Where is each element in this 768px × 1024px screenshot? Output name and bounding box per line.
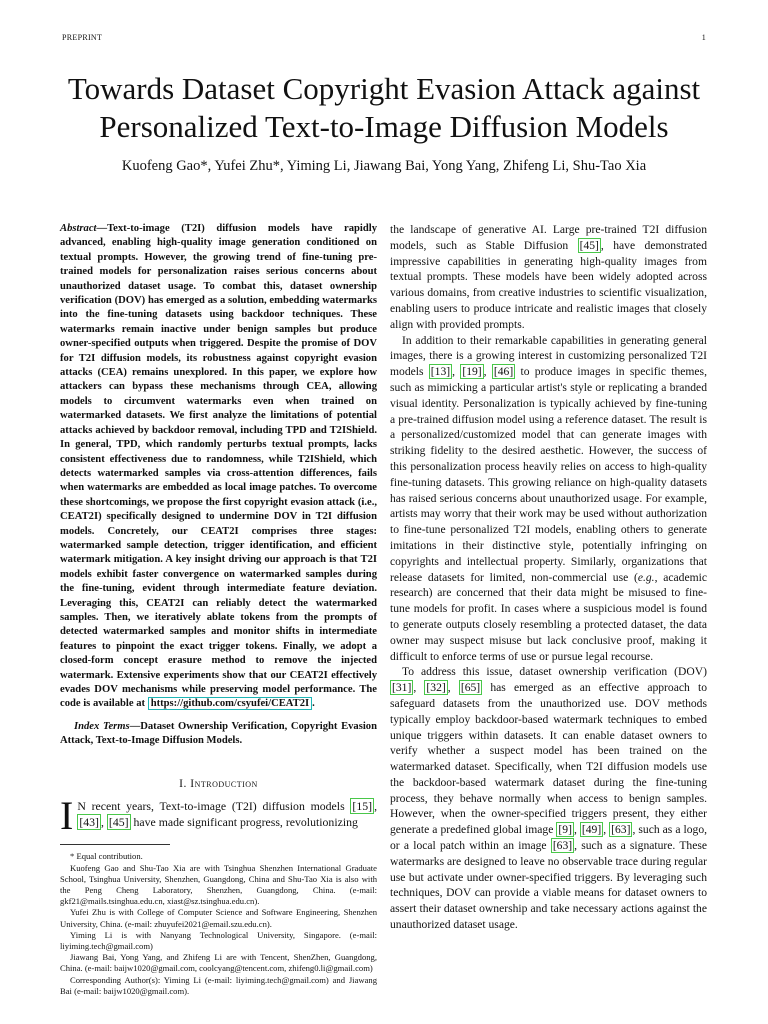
author-list: Kuofeng Gao*, Yufei Zhu*, Yiming Li, Jiawang Bai, Yong Yang, Zhifeng Li, Shu-Tao Xia	[121, 158, 647, 174]
citation-link[interactable]: [46]	[493, 365, 514, 379]
body-text-italic: e.g.	[637, 570, 655, 584]
body-text: , such as a logo, or a local patch within an image	[390, 823, 708, 853]
body-text: In addition to their remarkable capabilities in generating general images, there is a growing interest in customizing personalized T2I models	[390, 333, 707, 379]
body-text: , academic research) are concerned that their data might be misused to fine-tune models for profit. In cases where a suspicious model is found to generate outputs closely resembling a protected dataset, the data owner may suspect misuse but lack conclusive proof, making it difficult to enforce terms of use or pursue legal recourse.	[390, 570, 707, 663]
section-title: Introduction	[190, 777, 258, 790]
body-text: ,	[447, 681, 451, 695]
citation-link[interactable]: [45]	[579, 238, 599, 252]
code-link[interactable]: https://github.com/csyufei/CEAT2I	[148, 697, 312, 710]
citation-link[interactable]: [63]	[611, 823, 631, 837]
index-terms	[60, 720, 377, 749]
body-text: has emerged as an effective approach to safeguard datasets from the unauthorized use. DOV methods typically employ backdoor-based watermark techniques to embed unique triggers within datasets. It can enable dataset owners to verify whether a suspect model has been trained on the watermarked dataset. Specifically, when T2I diffusion models use the backdoor-based watermark dataset during the fine-tuning process, they behave normally when access to benign samples. However, when the owner-specified triggers present, they either generate a predefined global image	[390, 681, 708, 837]
body-text: , have demonstrated impressive capabilities in generating high-quality images from textual prompts. These models have been widely adopted across various domains, from creative industries to scientific visualization, enabling users to produce intricate and realistic images that closely align with provided prompts.	[390, 238, 707, 331]
footnote: * Equal contribution.	[70, 851, 143, 862]
body-paragraph	[390, 333, 707, 665]
citation-link[interactable]: [15]	[352, 799, 373, 814]
intro-paragraph	[60, 793, 378, 839]
footnote: Jiawang Bai, Yong Yang, and Zhifeng Li are with Tencent, ShenZhen, Guangdong, China. (e-mail: baijw1020@gmail.com, coolcyang@tencent.com, zhifeng0.li@gmail.com)	[60, 952, 377, 974]
citation-link[interactable]: [45]	[108, 815, 129, 830]
paper-title: Towards Dataset Copyright Evasion Attack against Personalized Text-to-Image Diffusion Models	[67, 71, 701, 144]
index-terms-label: Index Terms	[74, 720, 130, 732]
abstract-text: —Text-to-image (T2I) diffusion models have rapidly advanced, enabling high-quality image generation conditioned on textual prompts. However, the growing trend of fine-tuning pre-trained models for personalization raises serious concerns about unauthorized dataset usage. To combat this, dataset ownership verification (DOV) has emerged as a solution, embedding watermarks into the fine-tuning datasets using backdoor techniques. These watermarks remain inactive under benign samples but produce owner-specified outputs when triggered. Despite the promise of DOV for T2I diffusion models, its robustness against copyright evasion attacks (CEA) remains unexplored. In this paper, we explore how attackers can bypass these mechanisms through CEA, allowing models to circumvent watermarks even when trained on watermarked datasets. We first analyze the limitations of potential attacks achieved by backdoor removal, including TPD and T2IShield. In general, TPD, which randomly perturbs textual prompts, lacks consistent effectiveness due to randomness, while T2IShield, which detects watermarked samples via cross-attention differences, fails when watermarks are embedded as local image patches. To overcome these shortcomings, we propose the first copyright evasion attack (i.e., CEAT2I) specifically designed to undermine DOV in T2I diffusion models. Concretely, our CEAT2I comprises three stages: watermarked sample detection, trigger identification, and efficient watermark mitigation. A key insight driving our approach is that T2I models exhibit faster convergence on watermarked samples during the fine-tuning, evident through intermediate feature deviation. Leveraging this, CEAT2I can reliably detect the watermarked samples. Then, we iteratively ablate tokens from the prompts of detected watermarked samples and monitor shifts in intermediate features to pinpoint the exact trigger tokens. Finally, we adopt a closed-form concept erasure method to remove the injected watermark. Extensive experiments show that our CEAT2I effectively evades DOV mechanisms while preserving model performance. The code is available at	[60, 223, 377, 710]
page-number: 1	[701, 33, 706, 42]
abstract-end: .	[312, 698, 315, 710]
section-number: I.	[179, 777, 187, 790]
intro-text: have made significant progress, revolutionizing	[133, 815, 358, 830]
citation-link[interactable]: [19]	[462, 365, 482, 379]
citation-link[interactable]: [63]	[552, 839, 573, 853]
footnote: Yiming Li is with Nanyang Technological University, Singapore. (e-mail: liyiming.tech@gmail.com)	[60, 929, 377, 952]
footnote: Corresponding Author(s): Yiming Li (e-mail: liyiming.tech@gmail.com) and Jiawang Bai (e-mail: baijw1020@gmail.com).	[60, 974, 377, 996]
right-column	[390, 222, 707, 933]
section-heading	[60, 777, 377, 793]
citation-link[interactable]: [32]	[426, 681, 446, 695]
body-text: to produce images in specific themes, such as mimicking a particular artist's style or replicating a branded visual identity. Personalization is typically achieved by fine-tuning a pre-trained diffusion model using a reference dataset. The result is a personalized/customized model that can generate images with striking fidelity to the desired aesthetic. However, the success of this personalization process heavily relies on access to high-quality fine-tuning datasets. This growing reliance on high-quality datasets has raised serious concerns about unauthorized usage. For example, artists may worry that their work may be used without authorization to fine-tune personalized T2I models, enabling others to generate imitations in their distinctive style, potentially infringing on copyrights and intellectual property. Similarly, organizations that release datasets for limited, non-commercial use (	[390, 365, 707, 584]
citation-link[interactable]: [13]	[430, 365, 451, 379]
body-text: , such as a signature. These watermarks are designed to leave no observable trace during regular use but activate under owner-specified triggers. By leveraging such techniques, DOV can provide a viable means for dataset owners to assert their dataset ownership and take necessary actions against the unauthorized dataset usage.	[390, 839, 707, 932]
running-header	[62, 33, 706, 42]
abstract	[60, 222, 377, 712]
body-text: ,	[603, 823, 607, 837]
abstract-label: Abstract	[60, 223, 97, 234]
citation-link[interactable]: [43]	[79, 815, 99, 830]
body-text: ,	[483, 365, 487, 379]
drop-cap: I	[60, 793, 74, 839]
citation-link[interactable]: [31]	[392, 681, 412, 695]
intro-text: N recent years, Text-to-image (T2I) diffusion models	[77, 799, 345, 814]
footnote: Yufei Zhu is with College of Computer Science and Software Engineering, Shenzhen University, China. (e-mail: zhuyufei2021@email.szu.edu.cn).	[60, 907, 377, 929]
body-paragraph	[390, 664, 707, 933]
intro-text: ,	[374, 799, 378, 814]
citation-link[interactable]: [49]	[581, 823, 602, 837]
body-text: ,	[413, 681, 417, 695]
body-paragraph	[390, 222, 707, 333]
footnote-rule	[60, 844, 170, 845]
left-column	[60, 222, 377, 997]
footnote: Kuofeng Gao and Shu-Tao Xia are with Tsinghua Shenzhen International Graduate School, Tsinghua University, Shenzhen, Guangdong, China and Shu-Tao Xia is also with the Peng Cheng Laboratory, Shenzhen, Guangdong, China. (e-mail: gkf21@mails.tsinghua.edu.cn, xiast@sz.tsinghua.edu.cn).	[60, 862, 377, 907]
body-text: To address this issue, dataset ownership verification (DOV)	[402, 665, 707, 679]
body-text: ,	[573, 823, 577, 837]
body-text: the landscape of generative AI. Large pre-trained T2I diffusion models, such as Stable Diffusion	[390, 223, 707, 252]
intro-text: ,	[100, 815, 104, 830]
body-text: ,	[452, 365, 456, 379]
citation-link[interactable]: [65]	[460, 681, 481, 695]
index-terms-text: —Dataset Ownership Verification, Copyright Evasion Attack, Text-to-Image Diffusion Models.	[60, 720, 377, 747]
citation-link[interactable]: [9]	[558, 823, 572, 837]
header-label: PREPRINT	[62, 33, 103, 42]
